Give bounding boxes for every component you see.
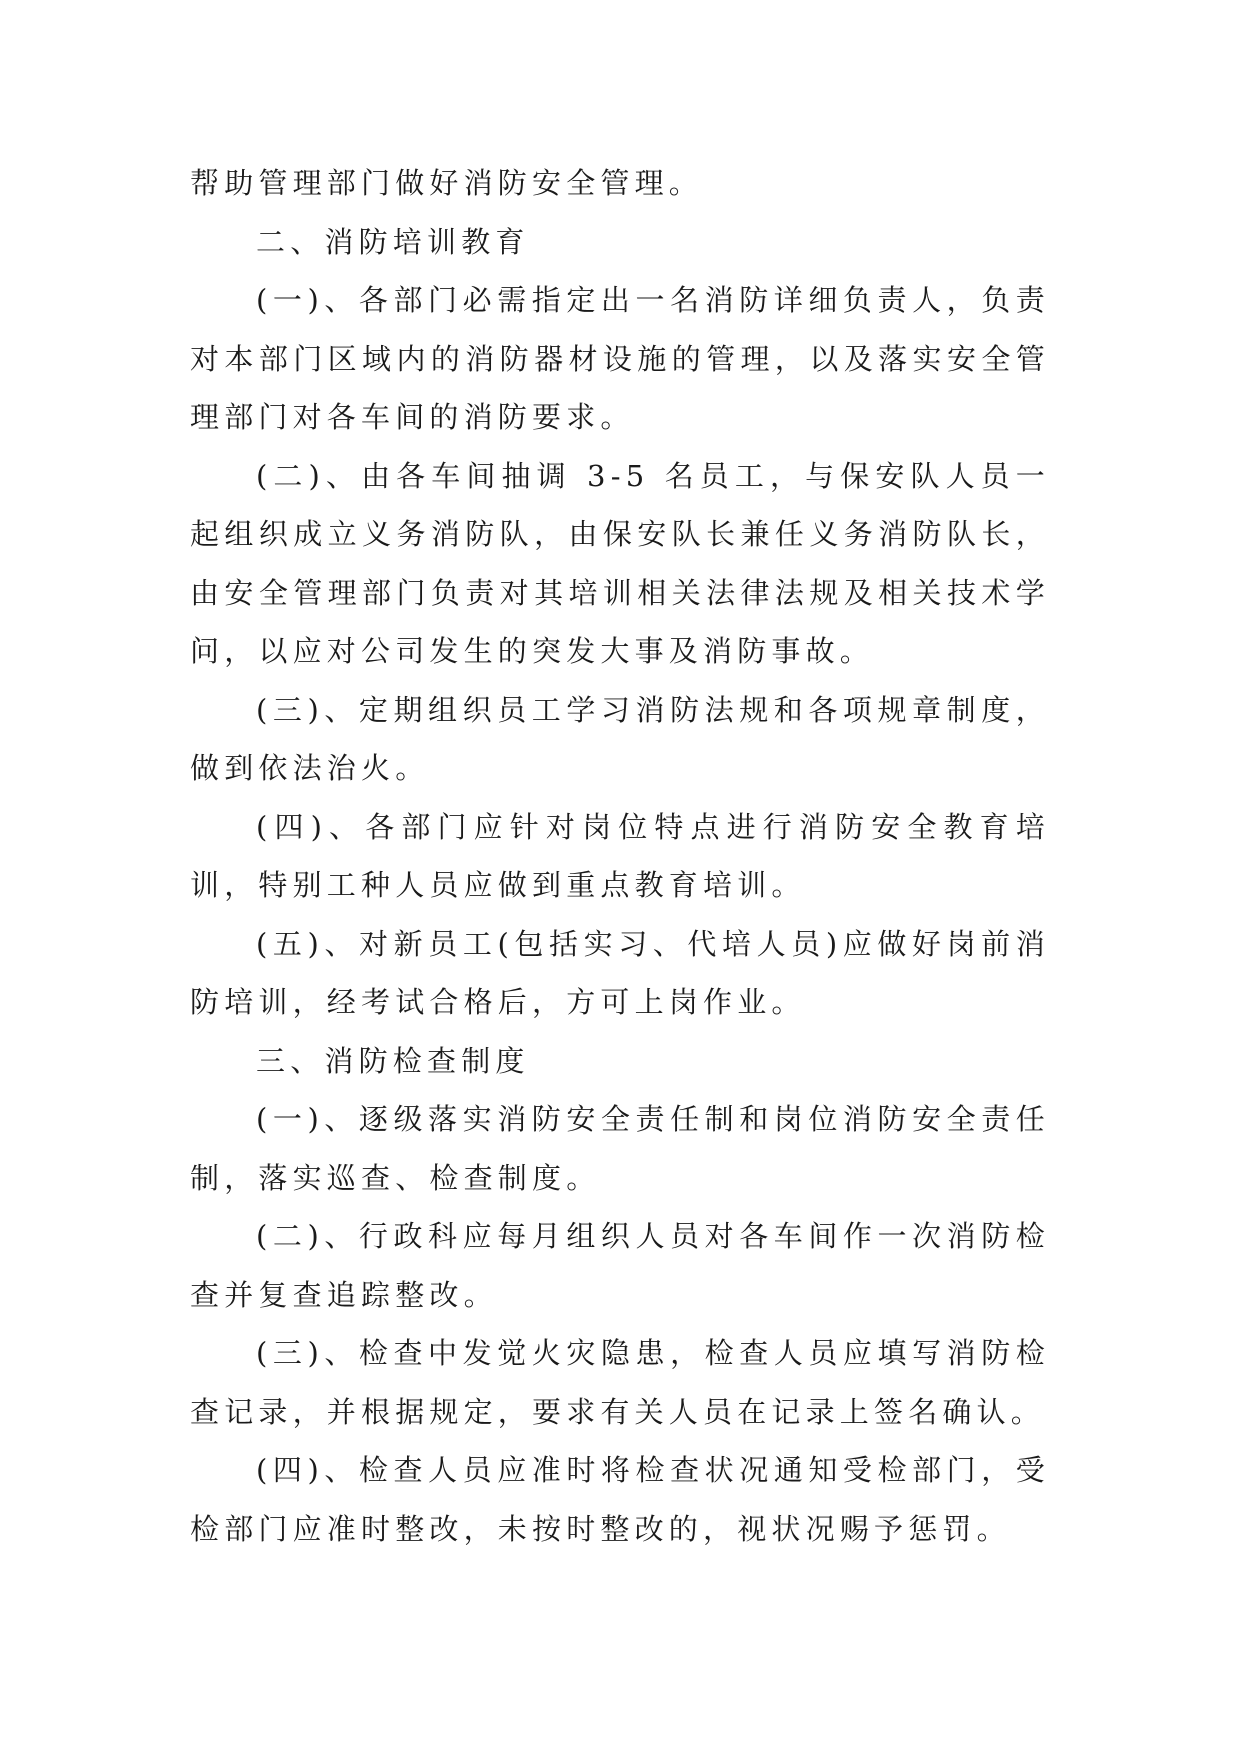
paragraph-training-item-3: (三)、定期组织员工学习消防法规和各项规章制度，做到依法治火。 <box>190 692 1050 785</box>
paragraph-training-item-4: (四)、各部门应针对岗位特点进行消防安全教育培训，特别工种人员应做到重点教育培训。 <box>190 809 1050 902</box>
paragraph-inspection-item-3: (三)、检查中发觉火灾隐患，检查人员应填写消防检查记录，并根据规定，要求有关人员在记录上签名确认。 <box>190 1336 1050 1429</box>
paragraph-inspection-item-1: (一)、逐级落实消防安全责任制和岗位消防安全责任制，落实巡查、检查制度。 <box>190 1102 1050 1195</box>
paragraph-training-item-1: (一)、各部门必需指定出一名消防详细负责人，负责对本部门区域内的消防器材设施的管理，以及落实安全管理部门对各车间的消防要求。 <box>190 283 1050 434</box>
section-heading-fire-training: 二、消防培训教育 <box>256 224 530 259</box>
paragraph-inspection-item-4: (四)、检查人员应准时将检查状况通知受检部门，受检部门应准时整改，未按时整改的，视状况赐予惩罚。 <box>190 1453 1050 1546</box>
paragraph-training-item-2: (二)、由各车间抽调 3-5 名员工，与保安队人员一起组织成立义务消防队，由保安队长兼任义务消防队长，由安全管理部门负责对其培训相关法律法规及相关技术学问，以应对公司发生的突发大事及消防事故。 <box>190 458 1050 668</box>
section-heading-fire-inspection: 三、消防检查制度 <box>256 1043 530 1078</box>
document-body <box>190 154 1050 1558</box>
paragraph-training-item-5: (五)、对新员工(包括实习、代培人员)应做好岗前消防培训，经考试合格后，方可上岗作业。 <box>190 926 1050 1019</box>
paragraph-inspection-item-2: (二)、行政科应每月组织人员对各车间作一次消防检查并复查追踪整改。 <box>190 1219 1050 1312</box>
paragraph-continuation: 帮助管理部门做好消防安全管理。 <box>190 166 704 200</box>
